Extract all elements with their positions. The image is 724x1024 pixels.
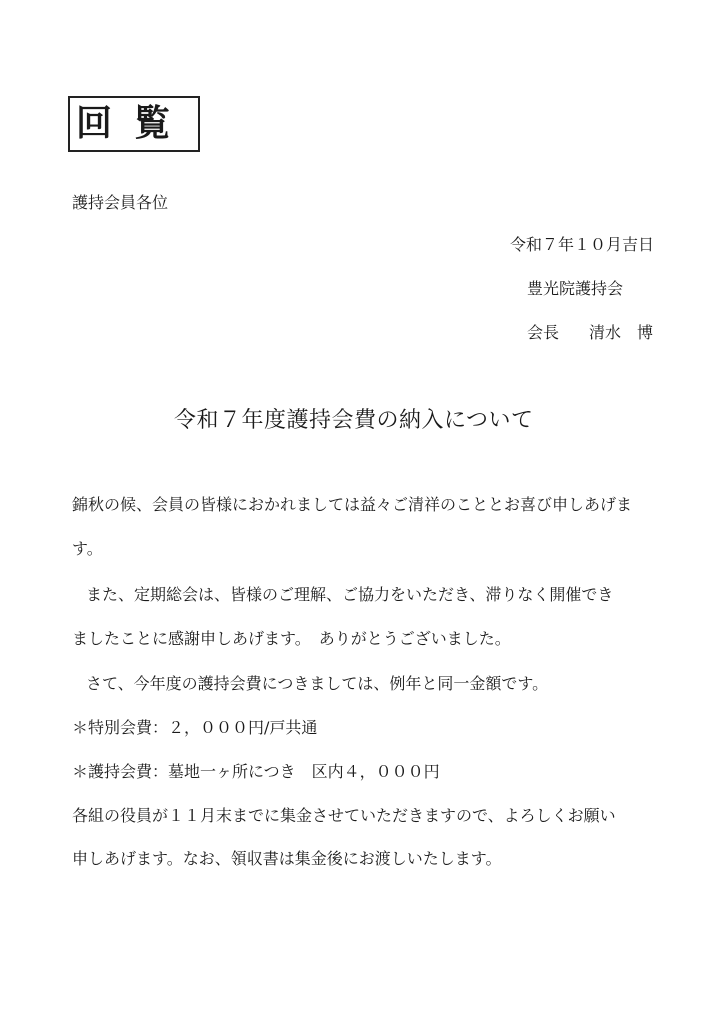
document-title: 令和７年度護持会費の納入について (174, 408, 534, 433)
body-line-5: さて、今年度の護持会費につきましては、例年と同一金額です。 (86, 674, 549, 693)
issue-date: 令和７年１０月吉日 (510, 235, 655, 254)
body-line-1: 錦秋の候、会員の皆様におかれましては益々ご清祥のこととお喜び申しあげま (72, 495, 633, 514)
body-line-2: す。 (72, 539, 103, 558)
addressee: 護持会員各位 (72, 193, 169, 212)
president-signature (527, 322, 653, 344)
body-line-8: 各組の役員が１１月末までに集金させていただきますので、よろしくお願い (72, 806, 616, 825)
body-line-9: 申しあげます。なお、領収書は集金後にお渡しいたします。 (72, 849, 502, 868)
membership-fee-line: ＊護持会費：墓地一ヶ所につき 区内４，０００円 (72, 762, 440, 781)
body-line-4: ましたことに感謝申しあげます。 ありがとうございました。 (72, 629, 511, 648)
organization-name: 豊光院護持会 (527, 279, 624, 298)
special-fee-line: ＊特別会費：２，０００円/戸共通 (72, 718, 318, 737)
body-line-3: また、定期総会は、皆様のご理解、ご協力をいただき、滞りなく開催でき (86, 585, 614, 604)
president-title: 会長 (527, 323, 560, 342)
kairan-heading: 回覧 (76, 103, 193, 144)
president-name: 清水 博 (589, 323, 654, 342)
